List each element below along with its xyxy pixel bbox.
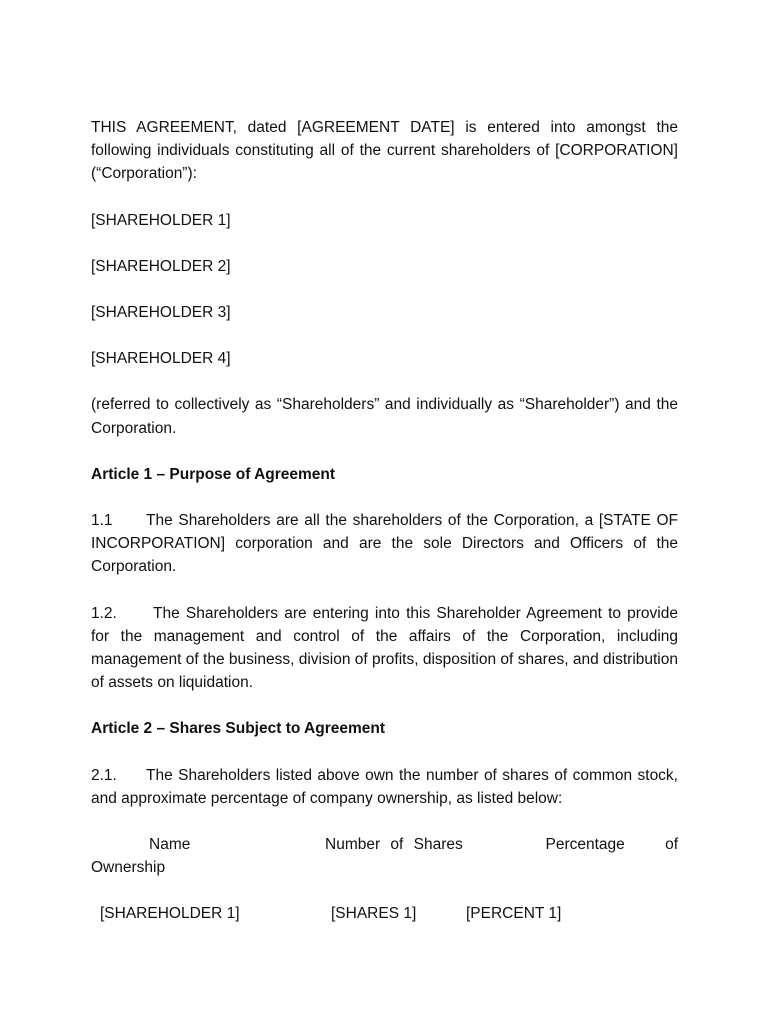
column-header-name: Name [149,836,191,854]
section-1-1 [91,509,678,579]
document-page [91,116,678,925]
section-2-1 [91,764,678,810]
section-1-1-text: The Shareholders are all the shareholders of the Corporation, a [STATE OF INCORPORATION] corporation and are the sole Directors and Officers of the Corporation. [91,512,678,576]
section-1-2 [91,602,678,695]
column-header-percentage: Percentage of [545,836,678,854]
section-2-1-text: The Shareholders listed above own the number of shares of common stock, and approximate percentage of company ownership, as listed below: [91,766,678,807]
intro-paragraph: THIS AGREEMENT, dated [AGREEMENT DATE] is entered into amongst the following individuals constituting all of the current shareholders of [CORPORATION] (“Corporation”): [91,119,678,183]
section-2-1-number: 2.1. [91,766,117,784]
section-1-2-number: 1.2. [91,604,117,622]
column-header-percentage-continued: Ownership [91,859,166,877]
section-1-1-number: 1.1 [91,512,113,530]
shareholder-4-line: [SHAREHOLDER 4] [91,350,231,368]
shareholder-3-line: [SHAREHOLDER 3] [91,304,231,322]
article-1-heading: Article 1 – Purpose of Agreement [91,465,336,483]
article-2-heading: Article 2 – Shares Subject to Agreement [91,720,386,738]
row-1-shares: [SHARES 1] [331,905,417,923]
row-1-percent: [PERCENT 1] [466,905,562,923]
shareholder-2-line: [SHAREHOLDER 2] [91,257,231,275]
column-header-shares: Number of Shares [325,836,463,854]
section-1-2-text: The Shareholders are entering into this Shareholder Agreement to provide for the management and control of the affairs of the Corporation, including management of the business, division of profits, disposition of shares, and distribution of assets on liquidation. [91,604,678,692]
shares-table-header [91,833,678,879]
table-row [91,902,678,925]
shareholder-1-line: [SHAREHOLDER 1] [91,211,231,229]
row-1-name: [SHAREHOLDER 1] [100,905,240,923]
referred-paragraph: (referred to collectively as “Shareholders” and individually as “Shareholder”) and the Corporation. [91,396,678,437]
